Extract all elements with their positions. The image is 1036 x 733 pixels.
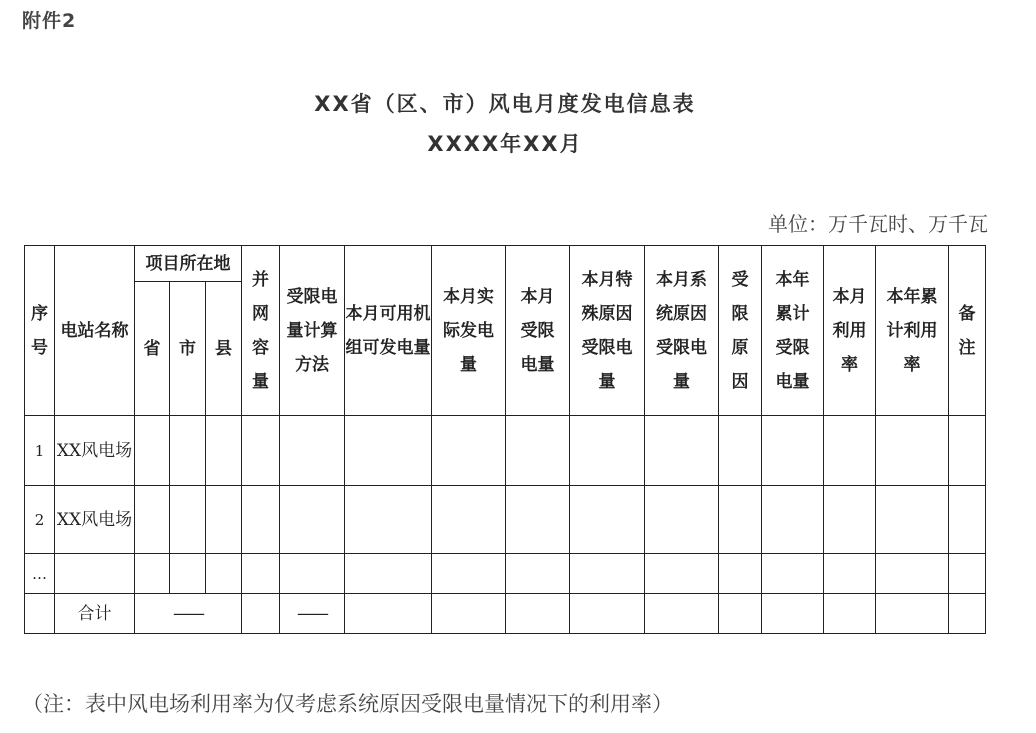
row-index: 1 (25, 416, 55, 486)
table-row (25, 486, 986, 554)
footnote: （注：表中风电场利用率为仅考虑系统原因受限电量情况下的利用率） (22, 692, 673, 716)
total-actual-generation[interactable] (432, 594, 506, 634)
cell-city[interactable] (170, 554, 206, 594)
cell-system-curtailed[interactable] (645, 554, 719, 594)
header-seq: 序号 (25, 246, 55, 416)
cell-system-curtailed[interactable] (645, 486, 719, 554)
cell-available-generation[interactable] (345, 416, 432, 486)
cell-province[interactable] (135, 554, 170, 594)
total-remarks[interactable] (949, 594, 986, 634)
cell-special-curtailed[interactable] (570, 416, 645, 486)
header-ytd-utilization: 本年累计利用率 (876, 246, 949, 416)
cell-actual-generation[interactable] (432, 486, 506, 554)
header-ytd-curtailed: 本年累计受限电量 (762, 246, 824, 416)
total-curtail-reason[interactable] (719, 594, 762, 634)
header-curtail-reason: 受限原因 (719, 246, 762, 416)
cell-county[interactable] (206, 486, 242, 554)
cell-curtail-method[interactable] (280, 416, 345, 486)
cell-curtail-method[interactable] (280, 486, 345, 554)
total-label: 合计 (55, 594, 135, 634)
cell-monthly-utilization[interactable] (824, 554, 876, 594)
total-available-generation[interactable] (345, 594, 432, 634)
table-row (25, 416, 986, 486)
cell-province[interactable] (135, 486, 170, 554)
cell-remarks[interactable] (949, 416, 986, 486)
cell-county[interactable] (206, 554, 242, 594)
cell-ytd-curtailed[interactable] (762, 486, 824, 554)
cell-ytd-utilization[interactable] (876, 554, 949, 594)
cell-city[interactable] (170, 416, 206, 486)
total-curtailed[interactable] (506, 594, 570, 634)
cell-grid-capacity[interactable] (242, 416, 280, 486)
table-title: XX省（区、市）风电月度发电信息表 (314, 92, 696, 116)
cell-monthly-utilization[interactable] (824, 416, 876, 486)
header-special-curtailed: 本月特殊原因受限电量 (570, 246, 645, 416)
cell-grid-capacity[interactable] (242, 554, 280, 594)
cell-curtailed[interactable] (506, 554, 570, 594)
cell-special-curtailed[interactable] (570, 486, 645, 554)
cell-system-curtailed[interactable] (645, 416, 719, 486)
row-station-name: XX风电场 (55, 486, 135, 554)
header-curtail-method: 受限电量计算方法 (280, 246, 345, 416)
row-station-name: XX风电场 (55, 416, 135, 486)
cell-ytd-curtailed[interactable] (762, 554, 824, 594)
header-city: 市 (170, 282, 206, 416)
cell-special-curtailed[interactable] (570, 554, 645, 594)
cell-actual-generation[interactable] (432, 416, 506, 486)
cell-remarks[interactable] (949, 486, 986, 554)
total-system-curtailed[interactable] (645, 594, 719, 634)
header-province: 省 (135, 282, 170, 416)
total-ytd-curtailed[interactable] (762, 594, 824, 634)
cell-grid-capacity[interactable] (242, 486, 280, 554)
cell-remarks[interactable] (949, 554, 986, 594)
header-location: 项目所在地 (135, 246, 242, 282)
cell-monthly-utilization[interactable] (824, 486, 876, 554)
total-monthly-utilization[interactable] (824, 594, 876, 634)
cell-city[interactable] (170, 486, 206, 554)
cell-actual-generation[interactable] (432, 554, 506, 594)
cell-ytd-utilization[interactable] (876, 486, 949, 554)
unit-label: 单位：万千瓦时、万千瓦 (768, 212, 988, 236)
header-available-generation: 本月可用机组可发电量 (345, 246, 432, 416)
attachment-label: 附件2 (22, 10, 77, 32)
header-station-name: 电站名称 (55, 246, 135, 416)
cell-curtail-reason[interactable] (719, 554, 762, 594)
header-system-curtailed: 本月系统原因受限电量 (645, 246, 719, 416)
total-row (25, 594, 986, 634)
total-special-curtailed[interactable] (570, 594, 645, 634)
total-grid-capacity[interactable] (242, 594, 280, 634)
header-remarks: 备注 (949, 246, 986, 416)
cell-curtailed[interactable] (506, 416, 570, 486)
cell-available-generation[interactable] (345, 486, 432, 554)
total-index-cell (25, 594, 55, 634)
total-location-dash: —— (135, 594, 242, 634)
header-monthly-utilization: 本月利用率 (824, 246, 876, 416)
cell-available-generation[interactable] (345, 554, 432, 594)
generation-table (24, 245, 986, 634)
cell-province[interactable] (135, 416, 170, 486)
row-station-name (55, 554, 135, 594)
cell-ytd-curtailed[interactable] (762, 416, 824, 486)
cell-curtail-reason[interactable] (719, 416, 762, 486)
cell-ytd-utilization[interactable] (876, 416, 949, 486)
header-curtailed: 本月受限电量 (506, 246, 570, 416)
row-index: 2 (25, 486, 55, 554)
cell-curtail-method[interactable] (280, 554, 345, 594)
total-ytd-utilization[interactable] (876, 594, 949, 634)
header-grid-capacity: 并网容量 (242, 246, 280, 416)
cell-curtailed[interactable] (506, 486, 570, 554)
table-row (25, 554, 986, 594)
cell-county[interactable] (206, 416, 242, 486)
total-method-dash: —— (280, 594, 345, 634)
row-index: … (25, 554, 55, 594)
cell-curtail-reason[interactable] (719, 486, 762, 554)
header-actual-generation: 本月实际发电量 (432, 246, 506, 416)
table-period: XXXX年XX月 (427, 132, 583, 156)
header-county: 县 (206, 282, 242, 416)
